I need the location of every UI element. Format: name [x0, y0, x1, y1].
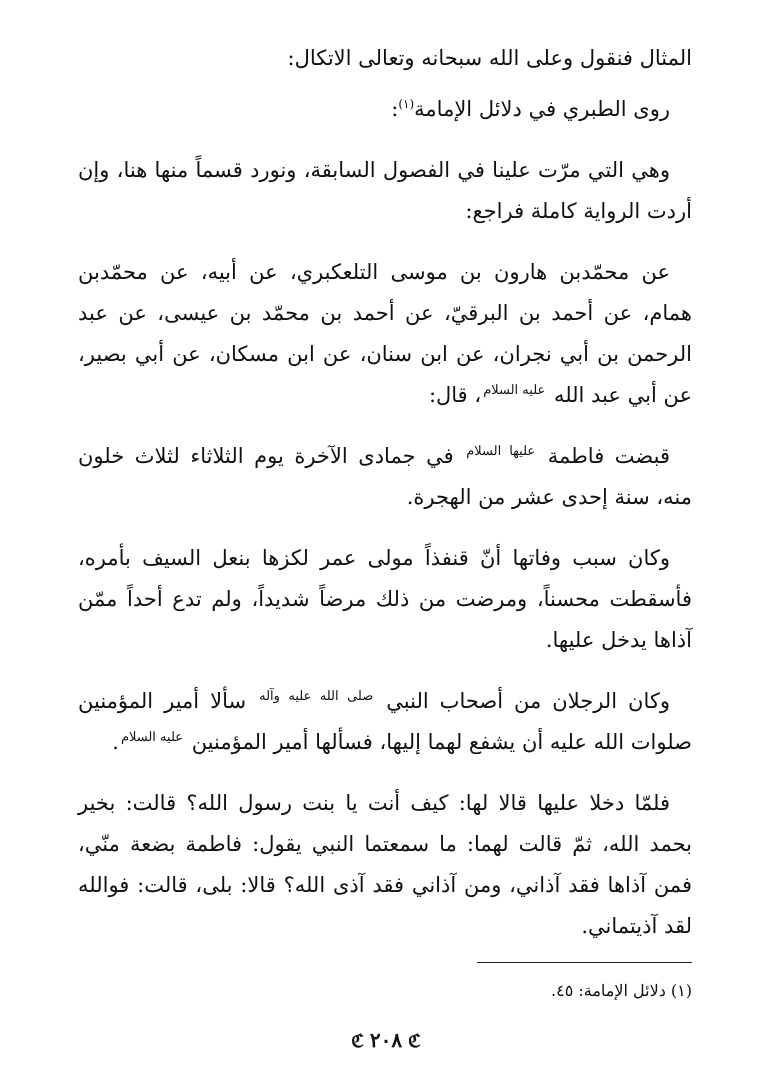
footnote: (١) دلائل الإمامة: ٤٥. — [551, 981, 692, 1000]
honorific-ligature: عليها السلام — [466, 444, 536, 459]
paragraph-two-men — [78, 681, 692, 763]
death-date-lead: قبضت فاطمة — [547, 444, 670, 468]
paragraph-citation — [78, 89, 692, 130]
citation-colon: : — [391, 97, 399, 121]
paragraph-death-date — [78, 436, 692, 518]
citation-text: روى الطبري في دلائل الإمامة — [414, 97, 670, 121]
page-body — [78, 38, 692, 947]
page-number — [0, 1027, 772, 1055]
footnote-divider — [477, 962, 692, 963]
page-number-value: ٢٠٨ — [369, 1028, 403, 1052]
two-men-text: سألا أمير المؤمنين صلوات الله عليه أن يشفع لهما إليها، فسألها أمير المؤمنين — [78, 689, 692, 754]
ornament-icon: ℭ — [408, 1031, 421, 1052]
paragraph-context: وهي التي مرّت علينا في الفصول السابقة، ونورد قسماً منها هنا، وإن أردت الرواية كاملة فراجع: — [78, 158, 692, 223]
ornament-icon: ℭ — [351, 1031, 364, 1052]
paragraph-dialogue: فلمّا دخلا عليها قالا لها: كيف أنت يا بنت رسول الله؟ قالت: بخير بحمد الله، ثمّ قالت لهما: ما سمعتما النبي يقول: فاطمة بضعة منّي، فمن آذاها فقد آذاني، ومن آذاني فقد آذى الله؟ قالا: بلى، قالت: فوالله لقد آذيتماني. — [78, 791, 692, 938]
paragraph-cause: وكان سبب وفاتها أنّ قنفذاً مولى عمر لكزها بنعل السيف بأمره، فأسقطت محسناً، ومرضت من ذلك مرضاً شديداً، ولم تدع أحداً ممّن آذاها يدخل عليها. — [78, 546, 692, 652]
two-men-tail: . — [112, 730, 119, 754]
honorific-ligature: عليه السلام — [483, 383, 546, 398]
isnad-tail: ، قال: — [428, 383, 482, 407]
honorific-ligature: عليه السلام — [120, 730, 183, 745]
two-men-lead: وكان الرجلان من أصحاب النبي — [386, 689, 670, 713]
death-date-text: في جمادى الآخرة يوم الثلاثاء لثلاث خلون منه، سنة إحدى عشر من الهجرة. — [78, 444, 692, 509]
isnad-text: عن محمّدبن هارون بن موسى التلعكبري، عن أبيه، عن محمّدبن همام، عن أحمد بن البرقيّ، عن أحمد بن محمّد بن عيسى، عن عبد الرحمن بن أبي نجران، عن ابن سنان، عن ابن مسكان، عن أبي بصير، عن أبي عبد الله — [78, 260, 692, 407]
paragraph-isnad — [78, 252, 692, 416]
paragraph-intro: المثال فنقول وعلى الله سبحانه وتعالى الاتكال: — [287, 46, 692, 70]
footnote-reference: (١) — [398, 97, 415, 111]
honorific-ligature: صلى الله عليه وآله — [259, 689, 374, 704]
